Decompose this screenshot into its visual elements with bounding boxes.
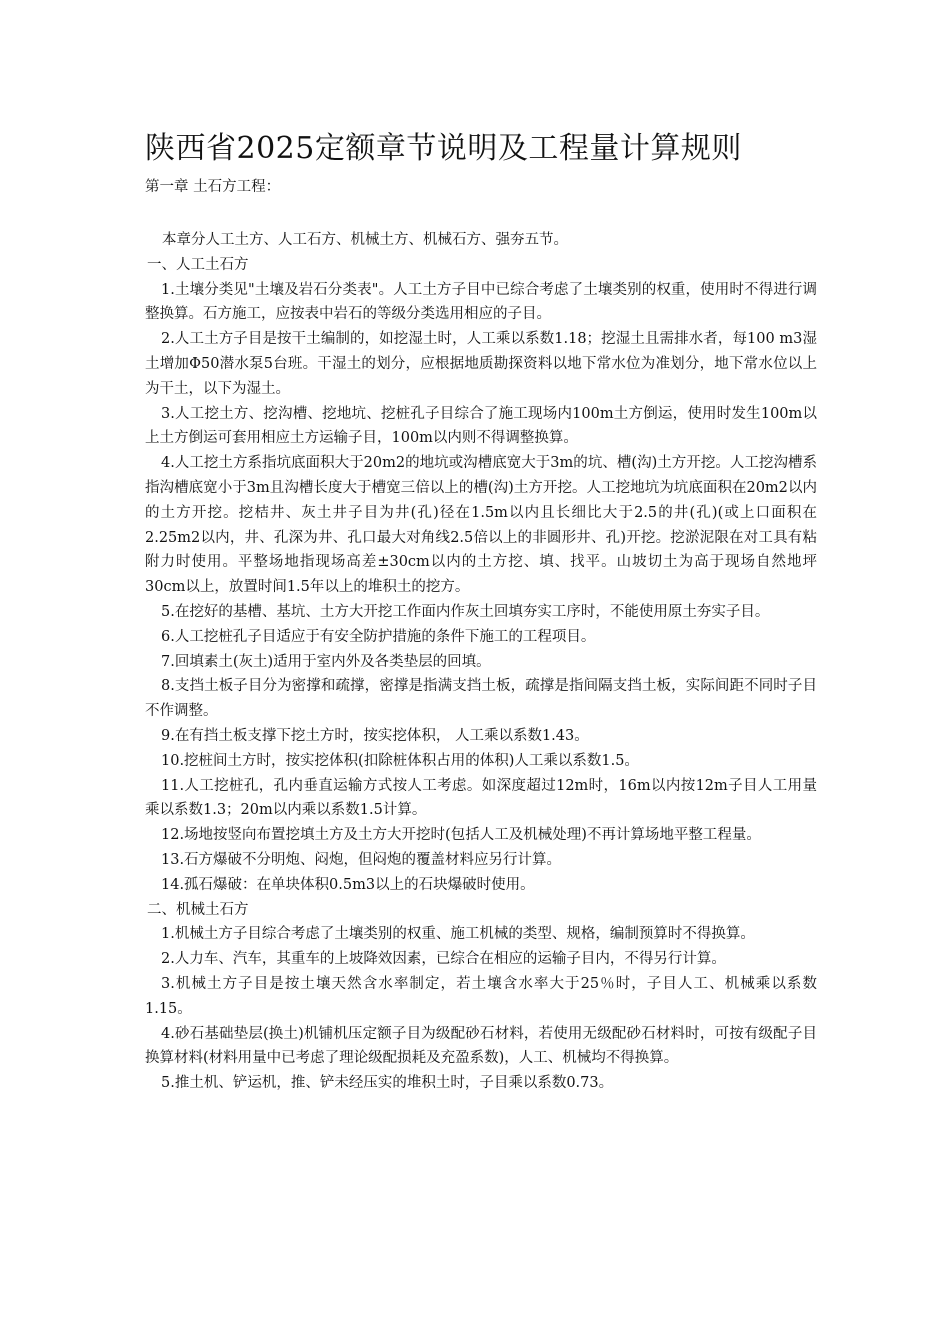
paragraph: 3.人工挖土方、挖沟槽、挖地坑、挖桩孔子目综合了施工现场内100m土方倒运，使用时发生100m以上土方倒运可套用相应土方运输子目，100m以内则不得调整换算。: [145, 405, 817, 447]
section-heading: 二、机械土石方: [147, 901, 249, 918]
paragraph: 4.人工挖土方系指坑底面积大于20m2的地坑或沟槽底宽大于3m的坑、槽(沟)土方开挖。人工挖沟槽系指沟槽底宽小于3m且沟槽长度大于槽宽三倍以上的槽(沟)土方开挖。人工挖地坑为坑底面积在20m2以内的土方开挖。挖桔井、灰土井子目为井(孔)径在1.5m以内且长细比大于2.5的井(孔)(或上口面积在2.25m2以内，井、孔深为井、孔口最大对角线2.5倍以上的非圆形井、孔)开挖。挖淤泥限在对工具有粘附力时使用。平整场地指现场高差±30cm以内的土方挖、填、找平。山坡切土为高于现场自然地坪30cm以上，放置时间1.5年以上的堆积土的挖方。: [145, 455, 817, 596]
paragraph: 5.推土机、铲运机，推、铲未经压实的堆积土时，子目乘以系数0.73。: [161, 1075, 614, 1092]
paragraph: 9.在有挡土板支撑下挖土方时，按实挖体积， 人工乘以系数1.43。: [161, 727, 589, 744]
document-title: 陕西省2025定额章节说明及工程量计算规则: [145, 131, 742, 166]
document-body: [145, 228, 817, 1096]
paragraph: 6.人工挖桩孔子目适应于有安全防护措施的条件下施工的工程项目。: [161, 628, 596, 645]
paragraph: 2.人力车、汽车，其重车的上坡降效因素，已综合在相应的运输子目内，不得另行计算。: [161, 951, 726, 968]
paragraph: 14.孤石爆破：在单块体积0.5m3以上的石块爆破时使用。: [161, 876, 535, 893]
paragraph: 11.人工挖桩孔，孔内垂直运输方式按人工考虑。如深度超过12m时，16m以内按12m子目人工用量乘以系数1.3；20m以内乘以系数1.5计算。: [145, 777, 817, 819]
paragraph: 2.人工土方子目是按干土编制的，如挖湿土时，人工乘以系数1.18；挖湿土且需排水者，每100 m3湿土增加Φ50潜水泵5台班。干湿土的划分，应根据地质勘探资料以地下常水位为准划分，地下常水位以上为干土，以下为湿土。: [145, 331, 817, 397]
section-heading: 一、人工土石方: [147, 256, 249, 273]
paragraph: 7.回填素土(灰土)适用于室内外及各类垫层的回填。: [161, 653, 491, 670]
paragraph: 4.砂石基础垫层(换土)机铺机压定额子目为级配砂石材料，若使用无级配砂石材料时，可按有级配子目换算材料(材料用量中已考虑了理论级配损耗及充盈系数)，人工、机械均不得换算。: [145, 1025, 817, 1067]
chapter-intro: 本章分人工土方、人工石方、机械土方、机械石方、强夯五节。: [162, 232, 568, 248]
paragraph: 10.挖桩间土方时，按实挖体积(扣除桩体积占用的体积)人工乘以系数1.5。: [161, 752, 639, 769]
chapter-heading: 第一章 土石方工程：: [145, 179, 281, 195]
document-page: [145, 128, 817, 1096]
paragraph: 13.石方爆破不分明炮、闷炮，但闷炮的覆盖材料应另行计算。: [161, 851, 562, 868]
paragraph: 12.场地按竖向布置挖填土方及土方大开挖时(包括人工及机械处理)不再计算场地平整工程量。: [161, 827, 761, 844]
paragraph: 1.机械土方子目综合考虑了土壤类别的权重、施工机械的类型、规格，编制预算时不得换算。: [161, 926, 755, 943]
paragraph: 3.机械土方子目是按土壤天然含水率制定，若土壤含水率大于25％时，子目人工、机械乘以系数1.15。: [145, 975, 817, 1017]
paragraph: 1.土壤分类见"土壤及岩石分类表"。人工土方子目中已综合考虑了土壤类别的权重，使用时不得进行调整换算。石方施工，应按表中岩石的等级分类选用相应的子目。: [145, 281, 817, 323]
paragraph: 8.支挡土板子目分为密撑和疏撑，密撑是指满支挡土板，疏撑是指间隔支挡土板，实际间距不同时子目不作调整。: [145, 678, 817, 720]
paragraph: 5.在挖好的基槽、基坑、土方大开挖工作面内作灰土回填夯实工序时，不能使用原土夯实子目。: [161, 603, 770, 620]
